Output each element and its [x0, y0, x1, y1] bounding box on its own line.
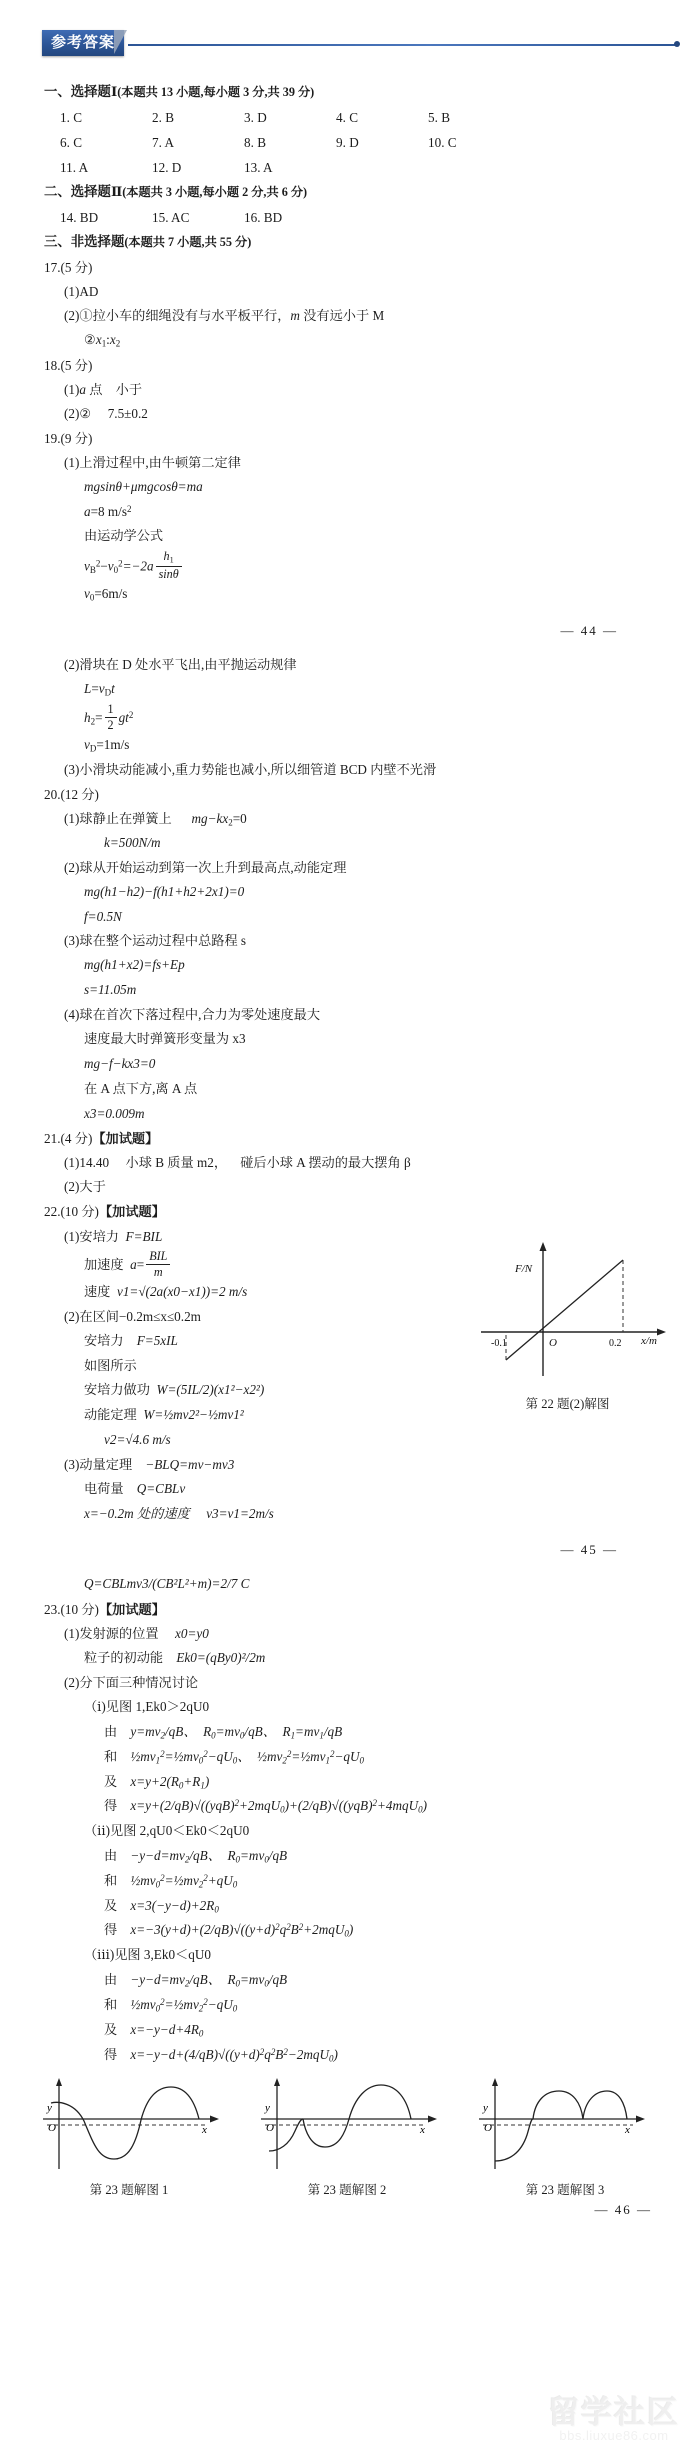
svg-text:F/N: F/N [514, 1263, 532, 1275]
answer-cell: 15. AC [152, 209, 190, 225]
q17-part-2 [64, 304, 678, 328]
q23-c1-r1-eq: $y=mv_2/qB$、 $R_0=mv_0/qB$、 $R_1=mv_1/qB$ [130, 1723, 343, 1741]
watermark-url: bbs.liuxue86.com [559, 2428, 669, 2443]
q19-eq6-h-sub: 2 [90, 716, 96, 727]
q19-eq3-v0-sup: 2 [118, 558, 123, 569]
svg-text:-0.1: -0.1 [490, 1338, 507, 1349]
q17-var-m: m [290, 307, 300, 323]
q20-part-2: (2)球从开始运动到第一次上升到最高点,动能定理 [64, 859, 347, 875]
q17-x2: x [109, 331, 116, 347]
q20-equation-s [84, 978, 678, 1003]
section-heading-choice-1 [44, 80, 678, 105]
q23-case-1-row-2 [104, 1745, 678, 1770]
q22-l12-a: x=−0.2m 处的速度 [84, 1505, 190, 1521]
q22-l10-label: (3)动量定理 [64, 1456, 133, 1472]
q23-case-2-row-2 [104, 1869, 678, 1894]
q20-eq8: x3=0.009m [84, 1105, 145, 1121]
q20-part-1-label: (1)球静止在弹簧上 [64, 810, 172, 826]
question-22-number [44, 1199, 678, 1224]
section-2-detail: (本题共 3 小题,每小题 2 分,共 6 分) [122, 185, 308, 200]
q19-eq3-h-sub: 1 [169, 555, 174, 565]
q21-extra-badge: 【加试题】 [92, 1131, 159, 1147]
q19-equation-accel [84, 500, 678, 525]
q22-l5-eq: F=5xIL [136, 1332, 178, 1348]
q22-l10-eq: −BLQ=mv−mv3 [145, 1456, 235, 1472]
q23-l2-eq: Ek0=(qBy0)²/2m [176, 1650, 266, 1666]
figure-q22-force-displacement [455, 1236, 680, 1412]
q22-l9-eq: v2=√4.6 m/s [104, 1431, 171, 1447]
question-17-number: 17.(5 分) [44, 259, 93, 275]
q23-c1-r2-eq: $\frac{1}{2}mv_1^2=\frac{1}{2}mv_0^2-qU_0$、 $\frac{1}{2}mv_2^2=\frac{1}{2}mv_1^2-qU_0$ [130, 1748, 364, 1766]
q23-c2-r2-key: 和 [104, 1872, 118, 1888]
q19-eq5-L: L [84, 680, 92, 696]
q23-c2-r3-key: 及 [104, 1897, 118, 1913]
q19-eq4-rest: =6m/s [94, 586, 128, 602]
answer-cell: 6. C [60, 134, 82, 150]
q17-part-2-text-a: (2)①拉小车的细绳没有与水平板平行， [64, 307, 291, 323]
answer-cell: 12. D [152, 159, 182, 175]
q23-c3-r2-key: 和 [104, 1996, 118, 2012]
q23-c1-r3-eq: $x=y+2(R_0+R_1)$ [130, 1773, 210, 1791]
q19-eq2-a: a [84, 503, 91, 519]
q19-eq4-sub: 0 [89, 592, 95, 603]
q20-equation-balance [84, 1052, 678, 1077]
q19-eq3-eq: =−2a [122, 558, 154, 574]
svg-text:O: O [266, 2122, 274, 2135]
q22-l2-label: 加速度 [84, 1256, 124, 1272]
answer-key-tab: 参考答案 [42, 30, 124, 56]
q23-c2-r3-eq: $x=3(-y-d)+2R_0$ [130, 1897, 219, 1915]
q23-case-2-row-1 [104, 1844, 678, 1869]
svg-text:O: O [48, 2122, 56, 2135]
svg-text:x: x [202, 2124, 207, 2137]
section-1-label: 一、选择题 [44, 84, 111, 99]
q23-initial-ke [84, 1646, 678, 1671]
figure-q23-2-svg [247, 2073, 447, 2173]
q19-eq2-exp: 2 [126, 503, 132, 514]
figure-q23-3 [465, 2073, 665, 2198]
q19-eq3-v0: v [107, 558, 114, 574]
answer-cell: 11. A [60, 159, 89, 175]
q20-equation-x3 [84, 1102, 678, 1127]
q22-l11-eq: Q=CBLv [136, 1480, 186, 1496]
q23-c3-r4-eq: $x=-y-d+(4/qB)√((y+d)^2q^2B^2-2mqU_0)$ [130, 2046, 338, 2064]
q20-part-4-position: 在 A 点下方,离 A 点 [84, 1080, 198, 1096]
q20-equation-path [84, 953, 678, 978]
watermark [548, 2387, 680, 2443]
q19-eq3-minus: − [100, 558, 108, 574]
answer-cell: 16. BD [244, 209, 283, 225]
q19-equation-kinematics [84, 549, 678, 582]
q23-c3-r4-key: 得 [104, 2046, 118, 2062]
q19-eq6-num: 1 [105, 702, 117, 718]
q22-l1-eq: F=BIL [125, 1228, 163, 1244]
q17-part-2-text-b: 没有远小于 M [299, 307, 385, 323]
q22-part-2: (2)在区间−0.2m≤x≤0.2m [64, 1308, 201, 1324]
q19-part-1: (1)上滑过程中,由牛顿第二定律 [64, 454, 241, 470]
q23-case-1-row-1 [104, 1720, 678, 1745]
q23-c2-r1-key: 由 [104, 1848, 118, 1864]
page-header [0, 18, 694, 76]
q19-eq3-vB: v [84, 558, 90, 574]
q19-eq3-vB-sup: 2 [95, 558, 101, 569]
q20-equation-energy [84, 880, 678, 905]
answer-cell: 1. C [60, 109, 82, 125]
q19-eq2-rest: =8 m/s [90, 503, 127, 519]
q22-extra-badge: 【加试题】 [98, 1204, 165, 1220]
q23-case-2-row-4 [104, 1918, 678, 1943]
q23-c3-r3-eq: $x=-y-d+4R_0$ [130, 2021, 204, 2039]
svg-text:O: O [548, 1337, 557, 1349]
q20-part-1 [64, 807, 678, 831]
q18-part-2 [64, 402, 678, 426]
q17-x2-sub: 2 [115, 338, 121, 349]
figure-q23-1-caption: 第 23 题解图 1 [89, 2183, 169, 2198]
header-end-dot [674, 41, 680, 47]
q23-case-3-head: （ⅲ)见图 3,Ek0＜qU0 [84, 1947, 211, 1963]
q19-eq3-sin: sinθ [158, 566, 179, 581]
q23-c1-r2-key: 和 [104, 1748, 118, 1764]
q21-part-1-a: (1)14.40 [64, 1155, 110, 1171]
q22-l2-num: BIL [149, 1248, 168, 1263]
answer-row [60, 155, 678, 180]
answer-cell: 7. A [152, 134, 174, 150]
svg-text:x: x [625, 2124, 630, 2137]
svg-text:y: y [483, 2102, 488, 2115]
q23-part-1-source [64, 1622, 678, 1646]
answer-cell: 10. C [428, 134, 457, 150]
q20-part-3: (3)球在整个运动过程中总路程 s [64, 933, 247, 949]
q20-eq1-rest: =0 [232, 810, 247, 826]
page-number-44: — 44 — [560, 622, 618, 638]
q21-part-1-b: 小球 B 质量 m2， [125, 1155, 228, 1171]
question-19-number: 19.(9 分) [44, 430, 93, 446]
q20-equation-f [84, 905, 678, 930]
q19-eq6-den: 2 [107, 717, 114, 732]
q18-part-2-value: 7.5±0.2 [107, 405, 148, 421]
q23-c1-r4-eq: x=y+(2/qB)√((yqB)$^2$+2mqU$_0$)+(2/qB)√((yqB)$^2$+4mqU$_0$) [130, 1798, 428, 1815]
section-2-roman: Ⅱ [110, 184, 123, 200]
q19-eq3-v0-sub: 0 [113, 565, 119, 576]
q18-part-1-tail: 小于 [115, 381, 143, 397]
question-18-number: 18.(5 分) [44, 357, 93, 373]
q19-eq3-vB-sub: B [89, 565, 96, 576]
answer-row [60, 205, 678, 230]
q20-part-4-note: 速度最大时弹簧形变量为 x3 [84, 1031, 246, 1047]
q23-case-1-row-3 [104, 1770, 678, 1795]
q20-eq5: mg(h1+x2)=fs+Ep [84, 957, 185, 973]
q23-c3-r1-key: 由 [104, 1972, 118, 1988]
watermark-site-name: 留学社区 [548, 2395, 680, 2430]
q23-l2-label: 粒子的初动能 [84, 1650, 164, 1666]
q23-part-2: (2)分下面三种情况讨论 [64, 1675, 199, 1691]
q22-part-3-momentum [64, 1453, 678, 1477]
q19-equation-h2 [84, 702, 678, 733]
answer-cell: 13. A [244, 159, 273, 175]
figure-q23-row [20, 2073, 674, 2198]
q23-c1-r4-key: 得 [104, 1798, 118, 1814]
q19-equation-newton [84, 475, 678, 500]
q19-equation-v0 [84, 582, 678, 607]
q19-eq3-h: h [163, 549, 170, 564]
q19-kinematics-label: 由运动学公式 [84, 528, 164, 544]
q22-l7-label: 安培力做功 [84, 1382, 150, 1398]
q19-eq5-v: v [98, 680, 105, 696]
q22-charge [84, 1477, 678, 1502]
answer-cell: 2. B [152, 109, 174, 125]
q22-l13-eq: Q=CBLmv3/(CB²L²+m)=2/7 C [84, 1576, 250, 1592]
figure-q23-2 [247, 2073, 447, 2198]
q19-part-2: (2)滑块在 D 处水平飞出,由平抛运动规律 [64, 656, 297, 672]
q20-eq1-sub: 2 [228, 817, 233, 828]
q20-eq7: mg−f−kx3=0 [84, 1055, 156, 1071]
circle-2-marker: ② [84, 331, 96, 347]
q18-part-2-prefix: (2)② [64, 405, 92, 421]
q23-case-1-head: （ⅰ)见图 1,Ek0＞2qU0 [84, 1699, 210, 1715]
q23-case-3-row-2 [104, 1993, 678, 2018]
q22-l3-eq: v1=√(2a(x0−x1))=2 m/s [116, 1283, 248, 1299]
svg-text:0.2: 0.2 [608, 1338, 621, 1349]
section-2-label: 二、选择题 [44, 184, 111, 200]
q22-l11-label: 电荷量 [84, 1480, 124, 1496]
answer-key-body [0, 80, 694, 2242]
q23-l1-eq: x0=y0 [175, 1626, 209, 1642]
header-rule [128, 44, 676, 46]
q18-part-1-mid: 点 [85, 381, 103, 397]
figure-q23-1-svg [29, 2073, 229, 2173]
q21-part-1-c: 碰后小球 A 摆动的最大摆角 β [240, 1155, 411, 1171]
q19-eq5-sub: D [104, 687, 112, 698]
answer-cell: 3. D [244, 109, 267, 125]
answer-cell: 5. B [428, 109, 450, 125]
q22-l2-a: a [130, 1256, 137, 1272]
q21-part-2: (2)大于 [64, 1179, 106, 1195]
q22-see-figure: 如图所示 [84, 1357, 137, 1373]
q19-eq7-rest: =1m/s [96, 737, 130, 753]
figure-q22-svg [463, 1236, 673, 1386]
q22-l8-eq: W=½mv2²−½mv1² [143, 1407, 244, 1423]
q23-case-3-row-3 [104, 2018, 678, 2043]
q19-eq6-h: h [84, 709, 91, 725]
tab-corner-decoration [114, 30, 127, 54]
q23-case-2-head: （ⅱ)见图 2,qU0＜Ek0＜2qU0 [84, 1823, 250, 1839]
q23-c2-r4-key: 得 [104, 1922, 118, 1938]
q18-var-a: a [79, 381, 86, 397]
q22-l8-label: 动能定理 [84, 1407, 137, 1423]
q23-case-3-row-1 [104, 1968, 678, 1993]
svg-text:x: x [420, 2124, 425, 2137]
question-20-number: 20.(12 分) [44, 786, 99, 802]
q20-eq3-text: mg(h1−h2)−f(h1+h2+2x1)=0 [84, 883, 245, 899]
q23-c3-r2-eq: $\frac{1}{2}mv_0^2=\frac{1}{2}mv_2^2-qU_0$ [130, 1996, 238, 2014]
q22-l2-den: m [153, 1264, 163, 1279]
q20-eq4: f=0.5N [84, 908, 122, 924]
q19-equation-L [84, 677, 678, 702]
question-21-number [44, 1126, 678, 1151]
q18-part-1-prefix: (1) [64, 381, 80, 397]
svg-text:y: y [265, 2102, 270, 2115]
q19-equation-vD [84, 733, 678, 758]
figure-q23-3-caption: 第 23 题解图 3 [525, 2183, 605, 2198]
q17-part-2-sub2 [84, 328, 678, 353]
q22-l3-label: 速度 [84, 1283, 111, 1299]
q17-x1: x [95, 331, 102, 347]
q22-l12-b: v3=v1=2m/s [206, 1505, 274, 1521]
q19-part-3: (3)小滑块动能减小,重力势能也减小,所以细管道 BCD 内壁不光滑 [64, 761, 437, 777]
section-1-roman: Ⅰ [110, 84, 118, 99]
section-1-detail: (本题共 13 小题,每小题 3 分,共 39 分) [117, 85, 315, 99]
q18-part-1 [64, 378, 678, 402]
q22-l2-fraction [146, 1249, 170, 1280]
q23-c2-r2-eq: $\frac{1}{2}mv_0^2=\frac{1}{2}mv_2^2+qU_0$ [130, 1872, 238, 1890]
q22-accel: 加速度 a= $\frac{\text{BIL}}{m}$ [84, 1249, 678, 1280]
answer-cell: 8. B [244, 134, 266, 150]
answer-row [60, 130, 678, 155]
answer-cell: 14. BD [60, 209, 99, 225]
q21-part-1 [64, 1151, 678, 1175]
q23-case-3-row-4 [104, 2043, 678, 2068]
q23-c1-r3-key: 及 [104, 1773, 118, 1789]
q22-v2 [104, 1428, 678, 1453]
q22-l1-label: (1)安培力 [64, 1228, 119, 1244]
q23-c3-r3-key: 及 [104, 2021, 118, 2037]
svg-text:y: y [47, 2102, 52, 2115]
q17-x1-sub: 1 [101, 338, 107, 349]
q23-case-1-row-4 [104, 1794, 678, 1819]
q20-eq3 [84, 884, 244, 899]
q17-ratio-colon: : [106, 331, 110, 347]
q22-l5-label: 安培力 [84, 1332, 124, 1348]
answer-cell: 9. D [336, 134, 359, 150]
q21-num-text: 21.(4 分) [44, 1131, 93, 1147]
section-3-detail: (本题共 7 小题,共 55 分) [124, 234, 252, 249]
page-number-46: — 46 — [594, 2202, 652, 2218]
q17-part-1: (1)AD [64, 283, 99, 299]
q22-velocity-at-x [84, 1502, 678, 1527]
q20-eq2: k=500N/m [104, 834, 161, 850]
q19-eq5-eq: = [91, 680, 99, 696]
svg-text:x/m: x/m [640, 1335, 657, 1347]
figure-q23-2-caption: 第 23 题解图 2 [307, 2183, 387, 2198]
q23-c3-r1-eq: $-y-d=mv_2/qB$、 $R_0=mv_0/qB$ [130, 1972, 288, 1989]
section-heading-choice-2 [44, 180, 678, 205]
q20-eq6: s=11.05m [84, 982, 137, 998]
q23-c1-r1-key: 由 [104, 1723, 118, 1739]
q22-final-charge-eq [84, 1572, 678, 1597]
q23-c2-r4-eq: $x=-3(y+d)+(2/qB)√((y+d)^2q^2B^2+2mqU_0)$ [130, 1922, 354, 1939]
q19-eq1: mgsinθ+μmgcosθ=ma [84, 478, 203, 494]
q19-eq6-fraction [105, 702, 117, 733]
q19-eq4-v: v [84, 586, 90, 602]
question-23-number [44, 1597, 678, 1622]
q20-eq1: mg−kx [191, 810, 229, 826]
svg-text:O: O [484, 2122, 492, 2135]
q19-eq6-exp: 2 [128, 709, 134, 720]
q19-eq7-v: v [84, 737, 90, 753]
q19-eq6-gt: gt [118, 709, 129, 725]
answer-row [60, 105, 678, 130]
figure-q23-3-svg [465, 2073, 665, 2173]
q19-eq3-fraction [156, 549, 182, 582]
q23-extra-badge: 【加试题】 [98, 1602, 165, 1618]
page-number-45: — 45 — [560, 1542, 618, 1558]
q19-eq6-eq: = [95, 709, 103, 725]
figure-q22-caption: 第 22 题(2)解图 [525, 1397, 610, 1411]
q23-case-2-row-3 [104, 1894, 678, 1919]
q19-eq7-sub: D [89, 743, 97, 754]
q23-l1-label: (1)发射源的位置 [64, 1626, 159, 1642]
q20-part-4: (4)球在首次下落过程中,合力为零处速度最大 [64, 1007, 321, 1023]
section-heading-free-response [44, 230, 678, 255]
section-3-label: 三、非选择题 [44, 233, 125, 249]
q20-equation-k [104, 831, 678, 856]
q22-l7-eq: W=(5IL/2)(x1²−x2²) [156, 1382, 265, 1398]
q22-num-text: 22.(10 分) [44, 1204, 99, 1220]
q23-num-text: 23.(10 分) [44, 1602, 99, 1618]
q23-c2-r1-eq: $-y-d=mv_2/qB$、 $R_0=mv_0/qB$ [130, 1848, 288, 1865]
answer-cell: 4. C [336, 109, 358, 125]
figure-q23-1 [29, 2073, 229, 2198]
q19-eq5-t: t [111, 680, 115, 696]
